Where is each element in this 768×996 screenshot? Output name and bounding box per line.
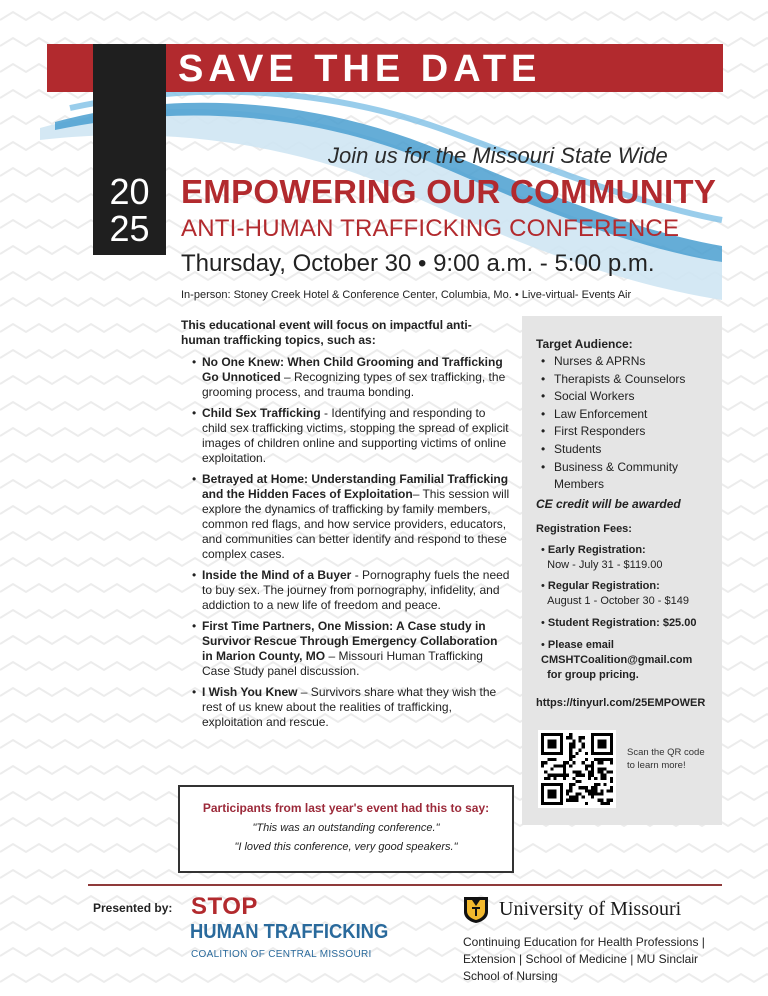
stop-ht-logo-stop: STOP [191, 893, 258, 920]
audience-item: • Therapists & Counselors [541, 371, 716, 389]
mu-programs: Continuing Education for Health Professions | Extension | School of Medicine | MU Sinclair School of Nursing [463, 935, 705, 983]
topic-title: First Time Partners, One Mission: A Case study in Survivor Rescue Through Emergency Collaboration in Marion County, MO [202, 619, 498, 663]
ce-credit-note: CE credit will be awarded [536, 497, 681, 511]
audience-item: • Social Workers [541, 388, 716, 406]
topic-description: – Survivors share what they wish the rest of us knew about the realities of trafficking, exploitation and rescue. [202, 685, 497, 729]
topic-description: - Pornography fuels the need to buy sex. The journey from pornography, infidelity, and addiction to a new life of freedom and peace. [202, 568, 510, 612]
testimonials-heading: Participants from last year's event had this to say: [202, 801, 490, 815]
event-date-time: Thursday, October 30 • 9:00 a.m. - 5:00 p.m. [181, 250, 655, 277]
target-audience-list [541, 353, 716, 494]
topic-item [192, 568, 510, 613]
audience-item: • First Responders [541, 423, 716, 441]
topic-description: – This session will explore the dynamics of trafficking by family members, common red flags, and how service providers, educators, and communities can better identify and respond to these complex cases. [202, 487, 510, 561]
event-subtitle: ANTI-HUMAN TRAFFICKING CONFERENCE [181, 215, 680, 242]
topic-item [192, 619, 510, 679]
topic-description: – Missouri Human Trafficking Case Study panel discussion. [202, 649, 483, 678]
topic-title: No One Knew: When Child Grooming and Trafficking Go Unnoticed [202, 355, 503, 384]
topic-item [192, 472, 510, 562]
topics-list [192, 355, 510, 736]
intro-text: This educational event will focus on impactful anti-human trafficking topics, such as: [181, 318, 472, 347]
fee-item: • Student Registration: $25.00 [541, 617, 697, 629]
save-the-date-heading: SAVE THE DATE [178, 48, 542, 90]
footer-divider [88, 884, 722, 886]
topic-title: Inside the Mind of a Buyer [202, 568, 352, 582]
registration-fees-heading: Registration Fees: [536, 523, 632, 535]
audience-item: • Nurses & APRNs [541, 353, 716, 371]
join-us-line: Join us for the Missouri State Wide [328, 143, 668, 168]
topic-item [192, 355, 510, 400]
mu-tiger-logo-icon [463, 896, 489, 924]
audience-item: • Business & Community Members [541, 459, 716, 494]
topic-title: I Wish You Knew [202, 685, 298, 699]
audience-item: • Students [541, 441, 716, 459]
target-audience-heading: Target Audience: [536, 337, 633, 351]
fee-item: • Early Registration: Now - July 31 - $119.00 [541, 544, 663, 571]
fee-item: • Regular Registration: August 1 - October 30 - $149 [541, 580, 689, 607]
topic-description: - Identifying and responding to child sex trafficking victims, stopping the spread of explicit images of children online and supporting victims of online exploitation. [202, 406, 509, 465]
topic-item [192, 406, 510, 466]
fee-item: • Please email CMSHTCoalition@gmail.com for group pricing. [541, 639, 693, 681]
stop-ht-logo-title: HUMAN TRAFFICKING [190, 921, 389, 943]
testimonials-box [178, 785, 514, 873]
testimonial-quote: "This was an outstanding conference." [252, 822, 440, 834]
event-venue: In-person: Stoney Creek Hotel & Conference Center, Columbia, Mo. • Live-virtual- Events Air [181, 289, 632, 301]
event-title: EMPOWERING OUR COMMUNITY [181, 173, 717, 210]
mu-name: University of Missouri [499, 898, 682, 920]
year-bottom: 25 [109, 208, 150, 249]
testimonial-quote: "I loved this conference, very good speakers." [234, 841, 458, 853]
stop-ht-logo-coalition: COALITION OF CENTRAL MISSOURI [191, 949, 372, 960]
topic-title: Child Sex Trafficking [202, 406, 321, 420]
audience-item: • Law Enforcement [541, 406, 716, 424]
topic-item [192, 685, 510, 730]
qr-instructions: Scan the QR code to learn more! [627, 747, 705, 771]
presented-by-label: Presented by: [93, 901, 173, 915]
year-top: 20 [109, 171, 150, 212]
topic-title: Betrayed at Home: Understanding Familial Trafficking and the Hidden Faces of Exploitation [202, 472, 509, 501]
topic-description: – Recognizing types of sex trafficking, the grooming process, and trauma bonding. [202, 370, 506, 399]
registration-link[interactable]: https://tinyurl.com/25EMPOWER [536, 697, 706, 709]
qr-code-icon[interactable] [538, 730, 616, 808]
